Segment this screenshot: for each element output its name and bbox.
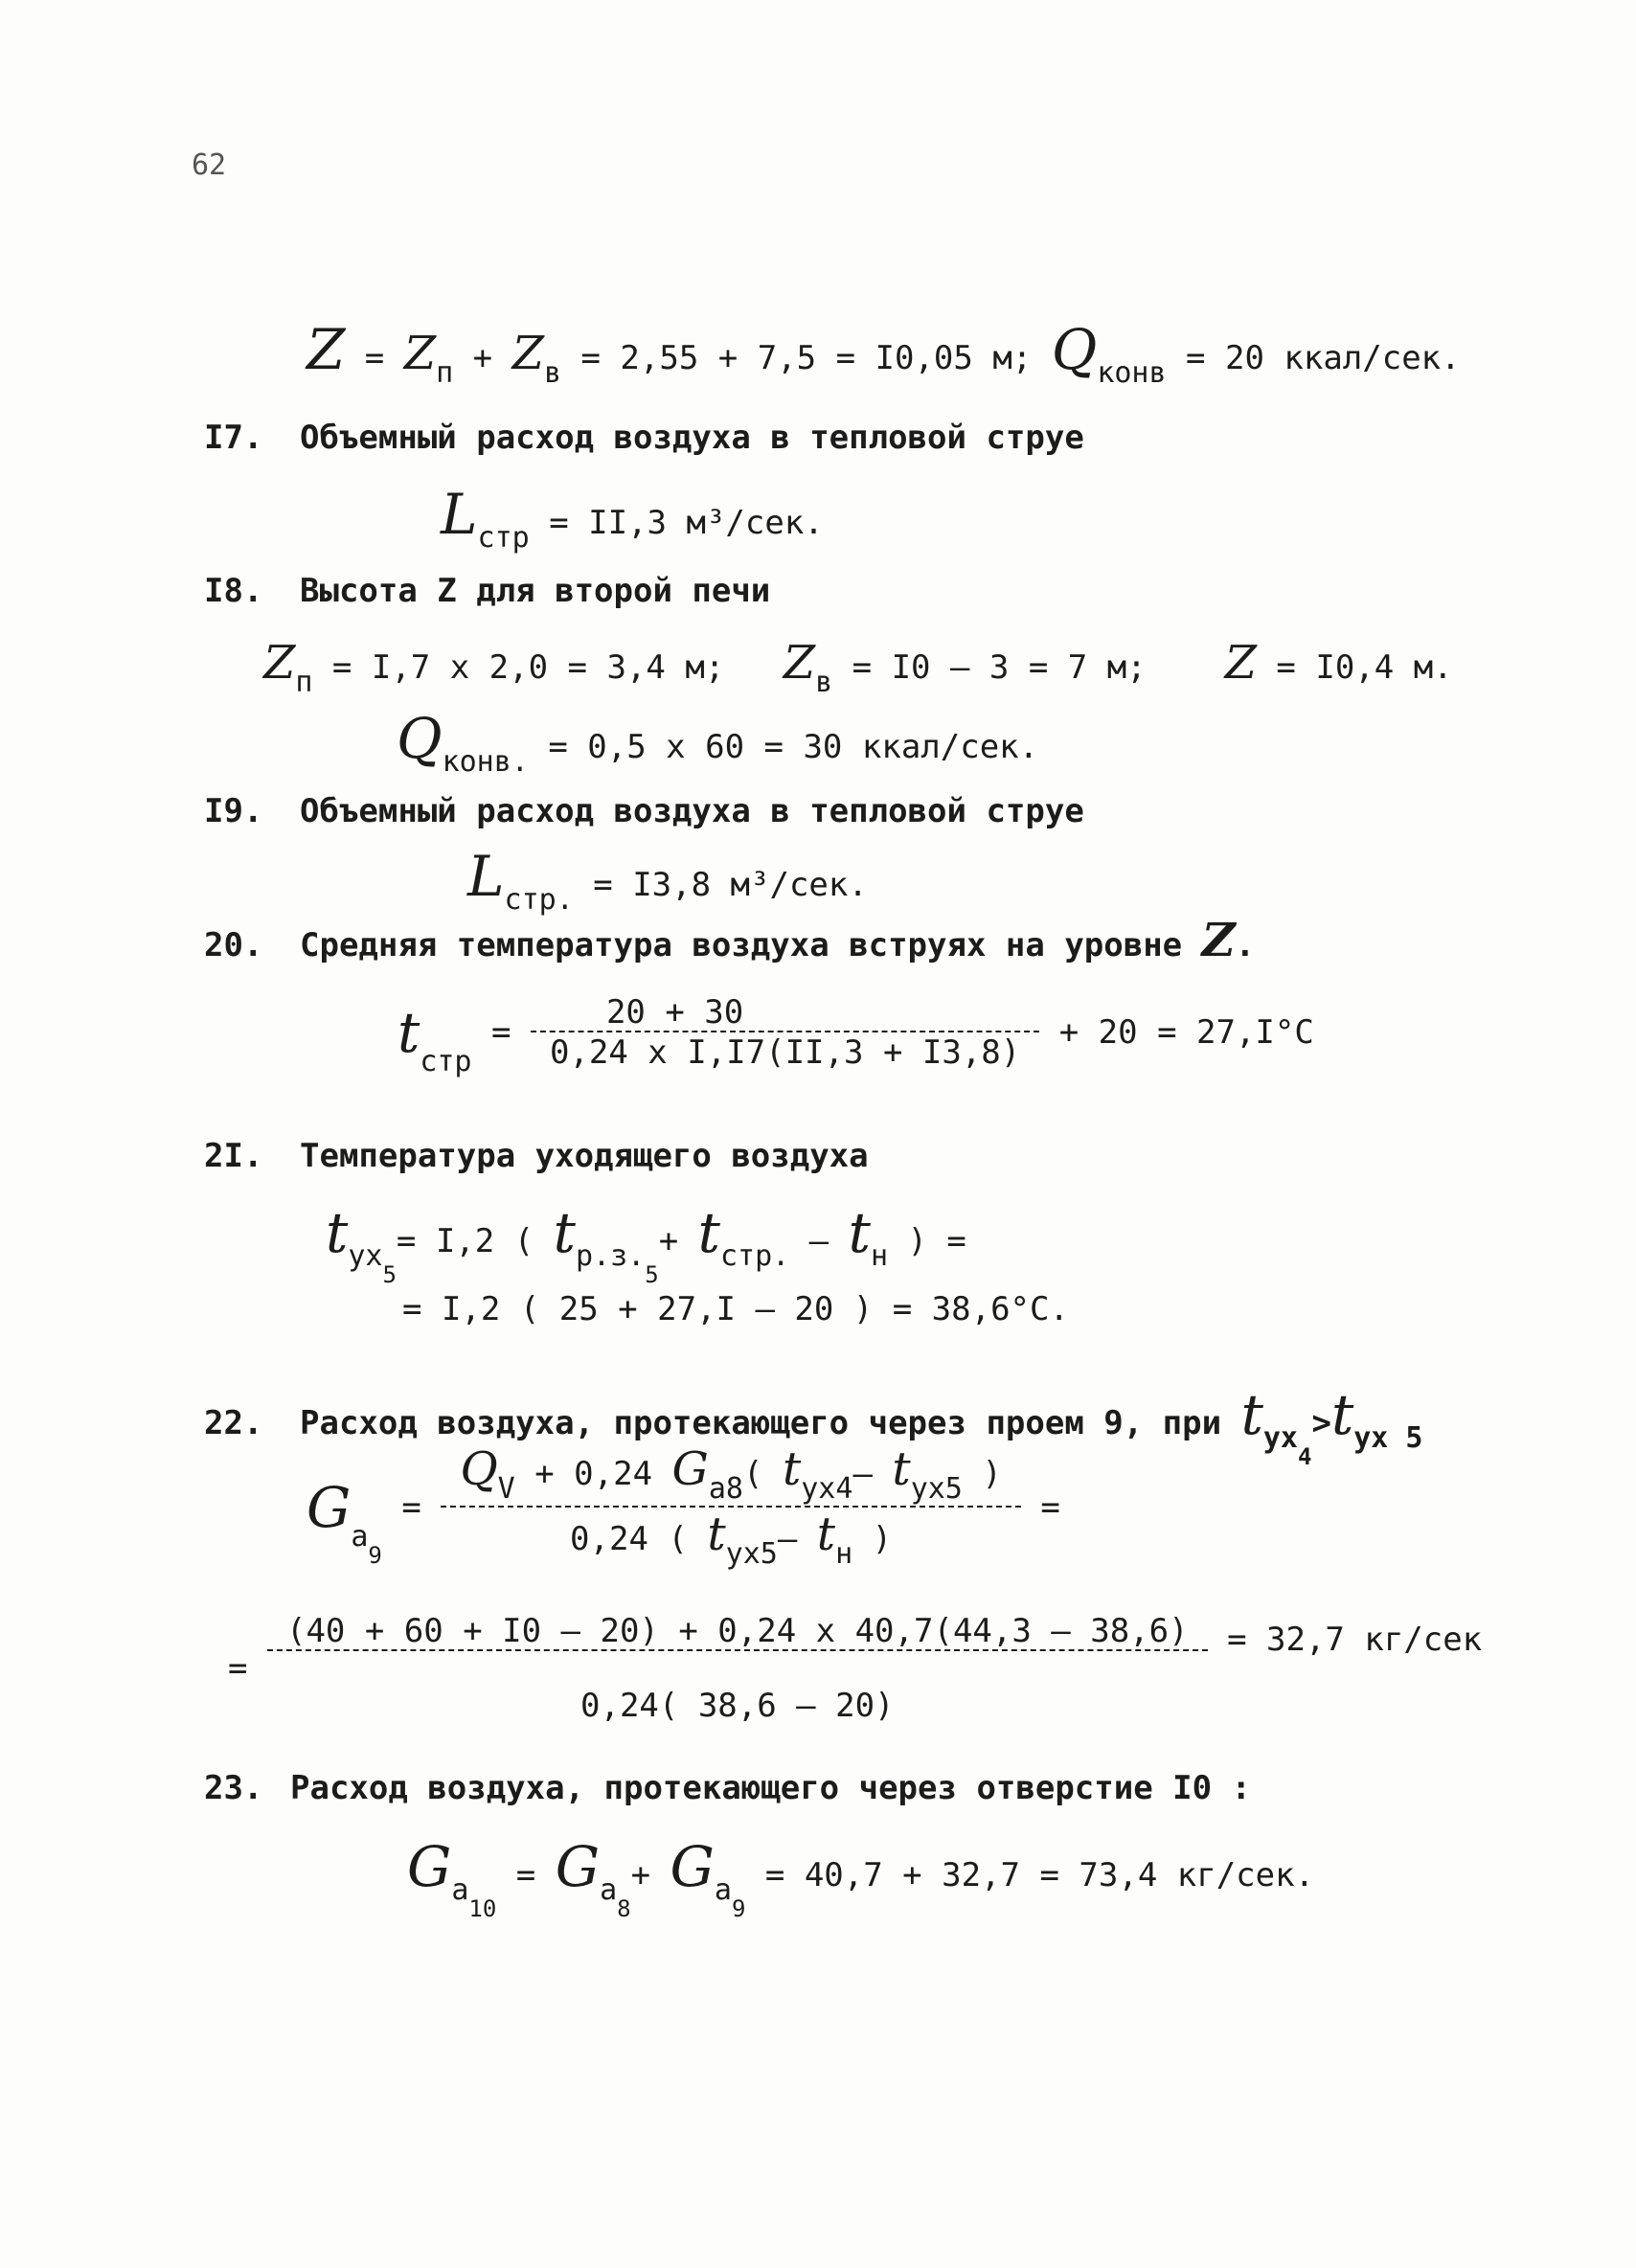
formula-23: $G_{a_{10}} = G_{a_8}+ G_{a_9} = 40,7 + 32,7 = 73,4$ кг/сек. — [407, 1834, 1315, 1922]
formula-19: $L_{стр.} = I3,8$ м³/сек. — [467, 844, 868, 917]
formula-22-numeric: = $\frac{(40 + 60 + I0 - 20) + 0,24 x 40,7(44,3 - 38,6)}{0,24( 38,6 - 20)}$ = 32,7 кг/сек — [228, 1612, 1483, 1725]
formula-21-line2: = I,2 ( 25 + 27,I – 20 ) = 38,6°C. — [402, 1290, 1069, 1328]
formula-18-q: $Q_{конв.} = 0,5$ x 60 = 30 ккал/сек. — [397, 706, 1039, 779]
formula-22-symbolic: $Ga_9$ = $\frac{Q_V + 0,24 G_{a8}( t_{ух4}- t_{ух5} )}{0,24 ( t_{ух5}- t_н )}$ = — [307, 1442, 1060, 1571]
formula-21-line1: $t_{ух_5}= I,2$ ( $t_{р.з._5}+ t_{стр.} - t_н$ ) = — [326, 1200, 966, 1288]
item-20-heading: 20. Средняя температура воздуха вструях на уровне Z. — [204, 914, 1256, 967]
item-17-heading: I7. Объемный расход воздуха в тепловой струе — [204, 419, 1084, 457]
item-23-heading: 23. Расход воздуха, протекающего через отверстие I0 : — [204, 1769, 1252, 1807]
page-number: 62 — [192, 148, 227, 182]
formula-z-total: $Z = Z_п + Z_в = 2,55 + 7,5 = I0,05$ м; $Q_{конв} = 20$ ккал/сек. — [307, 317, 1461, 390]
item-21-heading: 2I. Температура уходящего воздуха — [204, 1137, 869, 1175]
formula-17: $L_{стр} = II,3$ м³/сек. — [441, 482, 824, 555]
formula-18-heights: $Z_п = I,7$ x 2,0 = 3,4 м; $Z_в = I0 - 3 = 7$ м; Z = I0,4 м. — [263, 636, 1453, 699]
formula-20: tстр = $\frac{20 + 30}{\text{0,24 x I,I7(II,3 + I3,8)}}$ + 20 = 27,I°C — [398, 993, 1314, 1078]
item-19-heading: I9. Объемный расход воздуха в тепловой струе — [204, 792, 1084, 830]
item-22-heading: 22. Расход воздуха, протекающего через проем 9, при $t_{ух_4}>t_{ух 5}$ — [204, 1382, 1423, 1470]
item-18-heading: I8. Высота Z для второй печи — [204, 572, 771, 610]
